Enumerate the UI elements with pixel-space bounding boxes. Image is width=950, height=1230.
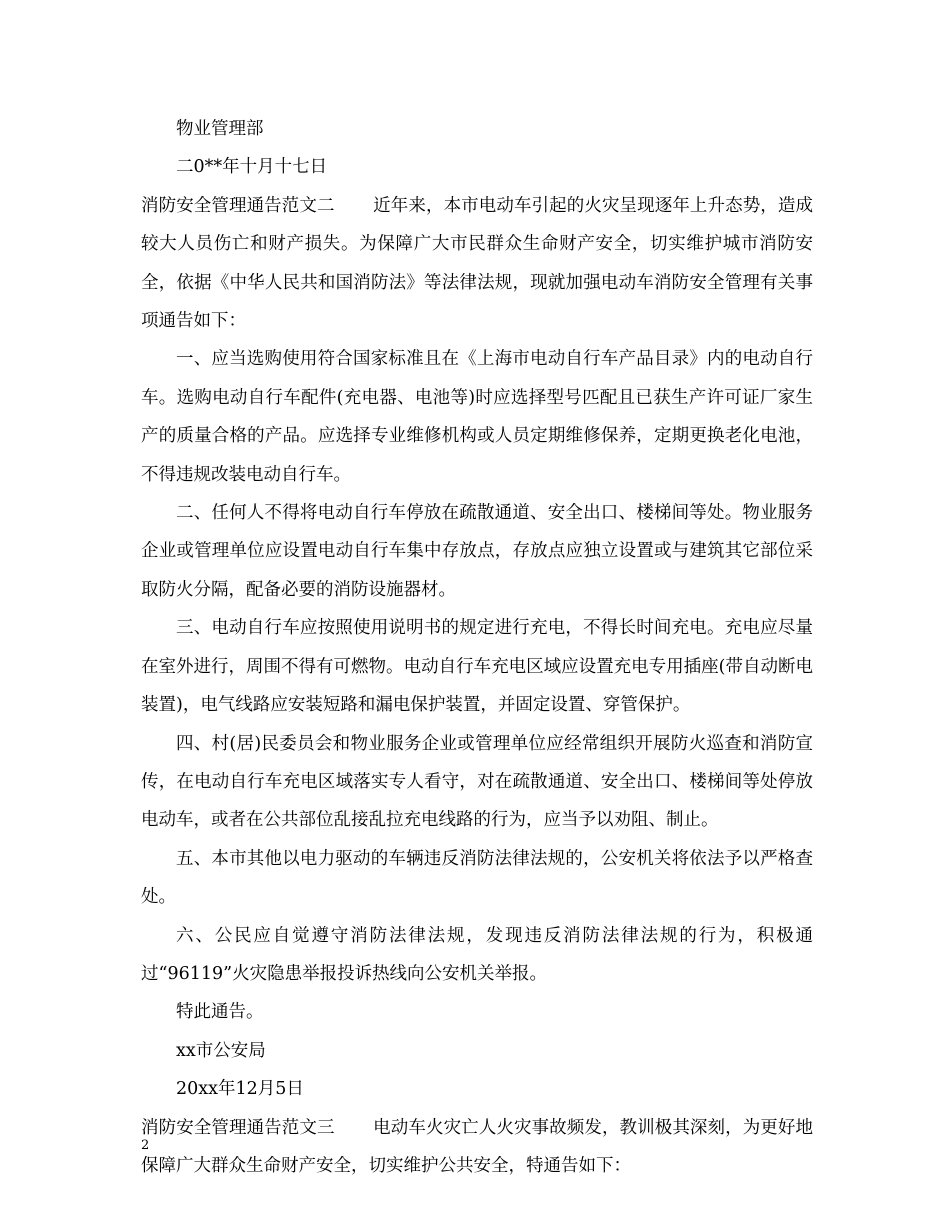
- section2-item-4: 四、村(居)民委员会和物业服务企业或管理单位应经常组织开展防火巡查和消防宣传，在电动自行车充电区域落实专人看守，对在疏散通道、安全出口、楼梯间等处停放电动车，或者在公共部位乱接乱拉充电线路的行为，应当予以劝阻、制止。: [141, 733, 813, 831]
- signature-department: 物业管理部: [176, 119, 264, 139]
- section2-item-2: 二、任何人不得将电动自行车停放在疏散通道、安全出口、楼梯间等处。物业服务企业或管理单位应设置电动自行车集中存放点，存放点应独立设置或与建筑其它部位采取防火分隔，配备必要的消防设施器材。: [141, 503, 813, 600]
- section2-item-1: 一、应当选购使用符合国家标准且在《上海市电动自行车产品目录》内的电动自行车。选购电动自行车配件(充电器、电池等)时应选择型号匹配且已获生产许可证厂家生产的质量合格的产品。应选择专业维修机构或人员定期维修保养，定期更换老化电池，不得违规改装电动自行车。: [141, 349, 813, 485]
- section2-issuer: xx市公安局: [176, 1040, 266, 1061]
- page-number: 2: [141, 1138, 150, 1153]
- signature-date: 二0**年十月十七日: [176, 157, 328, 178]
- section3-paragraph: [141, 1109, 813, 1186]
- section3-intro: 电动车火灾亡人火灾事故频发，教训极其深刻，为更好地保障广大群众生命财产安全，切实维护公共安全，特通告如下：: [141, 1117, 814, 1176]
- section2-intro: 近年来，本市电动车引起的火灾呈现逐年上升态势，造成较大人员伤亡和财产损失。为保障广大市民群众生命财产安全，切实维护城市消防安全，依据《中华人民共和国消防法》等法律法规，现就加强电动车消防安全管理有关事项通告如下：: [141, 195, 814, 332]
- document-body: [141, 110, 813, 1185]
- section2-closing: 特此通告。: [176, 1002, 264, 1023]
- section2-item-5: 五、本市其他以电力驱动的车辆违反消防法律法规的，公安机关将依法予以严格查处。: [141, 848, 813, 908]
- section2-paragraph: [141, 187, 813, 341]
- section2-item-6: 六、公民应自觉遵守消防法律法规，发现违反消防法律法规的行为，积极通过“96119”火灾隐患举报投诉热线向公安机关举报。: [141, 925, 813, 984]
- section2-date: 20xx年12月5日: [176, 1079, 304, 1100]
- section2-item-3: 三、电动自行车应按照使用说明书的规定进行充电，不得长时间充电。充电应尽量在室外进行，周围不得有可燃物。电动自行车充电区域应设置充电专用插座(带自动断电装置)，电气线路应安装短路和漏电保护装置，并固定设置、穿管保护。: [141, 618, 813, 716]
- section3-heading: 消防安全管理通告范文三: [141, 1117, 335, 1138]
- section2-heading: 消防安全管理通告范文二: [141, 195, 335, 216]
